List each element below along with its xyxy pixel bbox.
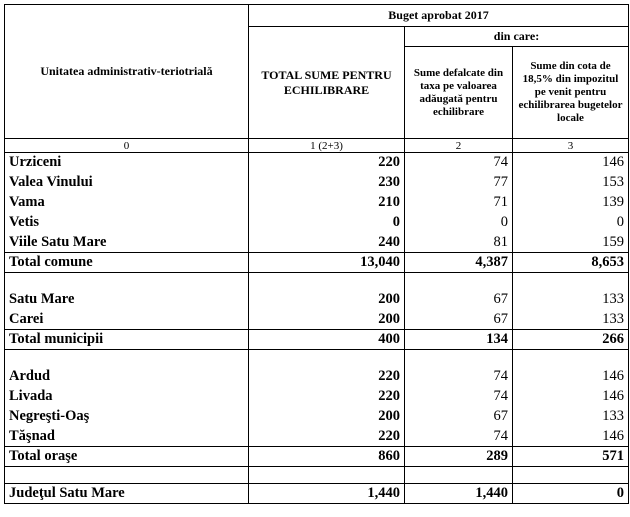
- vat-sums-cell: 74: [405, 387, 513, 407]
- unit-name-cell: Urziceni: [5, 153, 249, 173]
- vat-sums-cell: 74: [405, 153, 513, 173]
- unit-name-cell: Valea Vinului: [5, 173, 249, 193]
- table-row: [5, 213, 629, 233]
- unit-name-cell: Livada: [5, 387, 249, 407]
- total-sums-cell: 220: [249, 153, 405, 173]
- column-index-0: 0: [5, 139, 249, 153]
- spacer-cell: [513, 467, 629, 484]
- total-sums-cell: 860: [249, 447, 405, 467]
- vat-sums-cell: 289: [405, 447, 513, 467]
- header-vat-sums: Sume defalcate din taxa pe valoarea adăugată pentru echilibrare: [405, 47, 513, 139]
- budget-table: [4, 4, 629, 504]
- income-tax-sums-cell: 153: [513, 173, 629, 193]
- unit-name-cell: Negreşti-Oaş: [5, 407, 249, 427]
- table-row: [5, 310, 629, 330]
- income-tax-sums-cell: 146: [513, 153, 629, 173]
- income-tax-sums-cell: 133: [513, 290, 629, 310]
- income-tax-sums-cell: 571: [513, 447, 629, 467]
- spacer-cell: [405, 273, 513, 290]
- unit-name-cell: Satu Mare: [5, 290, 249, 310]
- total-sums-cell: 1,440: [249, 484, 405, 504]
- unit-name-cell: Total municipii: [5, 330, 249, 350]
- spacer-row: [5, 467, 629, 484]
- unit-name-cell: Vama: [5, 193, 249, 213]
- vat-sums-cell: 134: [405, 330, 513, 350]
- column-index-3: 3: [513, 139, 629, 153]
- total-row: [5, 253, 629, 273]
- vat-sums-cell: 67: [405, 407, 513, 427]
- table-row: [5, 367, 629, 387]
- spacer-cell: [249, 350, 405, 367]
- unit-name-cell: Judeţul Satu Mare: [5, 484, 249, 504]
- unit-name-cell: Viile Satu Mare: [5, 233, 249, 253]
- total-sums-cell: 220: [249, 427, 405, 447]
- unit-name-cell: Tăşnad: [5, 427, 249, 447]
- spacer-cell: [5, 273, 249, 290]
- spacer-row: [5, 350, 629, 367]
- table-row: [5, 407, 629, 427]
- table-row: [5, 290, 629, 310]
- income-tax-sums-cell: 146: [513, 367, 629, 387]
- income-tax-sums-cell: 139: [513, 193, 629, 213]
- spacer-cell: [249, 273, 405, 290]
- total-sums-cell: 200: [249, 290, 405, 310]
- total-row: [5, 484, 629, 504]
- unit-name-cell: Total oraşe: [5, 447, 249, 467]
- total-sums-cell: 400: [249, 330, 405, 350]
- spacer-cell: [513, 273, 629, 290]
- column-index-1: 1 (2+3): [249, 139, 405, 153]
- income-tax-sums-cell: 133: [513, 407, 629, 427]
- vat-sums-cell: 74: [405, 427, 513, 447]
- vat-sums-cell: 71: [405, 193, 513, 213]
- income-tax-sums-cell: 146: [513, 427, 629, 447]
- vat-sums-cell: 0: [405, 213, 513, 233]
- total-row: [5, 330, 629, 350]
- vat-sums-cell: 77: [405, 173, 513, 193]
- total-sums-cell: 0: [249, 213, 405, 233]
- header-income-tax-sums: Sume din cota de 18,5% din impozitul pe venit pentru echilibrarea bugetelor locale: [513, 47, 629, 139]
- spacer-cell: [405, 350, 513, 367]
- unit-name-cell: Total comune: [5, 253, 249, 273]
- total-sums-cell: 13,040: [249, 253, 405, 273]
- unit-name-cell: Ardud: [5, 367, 249, 387]
- unit-name-cell: Carei: [5, 310, 249, 330]
- header-approved-budget: Buget aprobat 2017: [249, 5, 629, 27]
- income-tax-sums-cell: 0: [513, 484, 629, 504]
- total-sums-cell: 200: [249, 310, 405, 330]
- total-sums-cell: 220: [249, 387, 405, 407]
- header-of-which: din care:: [405, 27, 629, 47]
- income-tax-sums-cell: 0: [513, 213, 629, 233]
- vat-sums-cell: 74: [405, 367, 513, 387]
- spacer-cell: [405, 467, 513, 484]
- income-tax-sums-cell: 133: [513, 310, 629, 330]
- vat-sums-cell: 67: [405, 310, 513, 330]
- header-unit-column: Unitatea administrativ-teriotrială: [5, 5, 249, 139]
- vat-sums-cell: 67: [405, 290, 513, 310]
- income-tax-sums-cell: 8,653: [513, 253, 629, 273]
- table-body: [5, 153, 629, 504]
- column-index-2: 2: [405, 139, 513, 153]
- total-sums-cell: 240: [249, 233, 405, 253]
- total-row: [5, 447, 629, 467]
- table-row: [5, 427, 629, 447]
- table-row: [5, 173, 629, 193]
- spacer-row: [5, 273, 629, 290]
- header-total-sums: TOTAL SUME PENTRU ECHILIBRARE: [249, 27, 405, 139]
- spacer-cell: [513, 350, 629, 367]
- table-row: [5, 153, 629, 173]
- income-tax-sums-cell: 159: [513, 233, 629, 253]
- spacer-cell: [5, 467, 249, 484]
- spacer-cell: [5, 350, 249, 367]
- total-sums-cell: 230: [249, 173, 405, 193]
- income-tax-sums-cell: 266: [513, 330, 629, 350]
- table-row: [5, 193, 629, 213]
- total-sums-cell: 210: [249, 193, 405, 213]
- table-row: [5, 387, 629, 407]
- vat-sums-cell: 4,387: [405, 253, 513, 273]
- spacer-cell: [249, 467, 405, 484]
- table-row: [5, 233, 629, 253]
- income-tax-sums-cell: 146: [513, 387, 629, 407]
- total-sums-cell: 220: [249, 367, 405, 387]
- vat-sums-cell: 81: [405, 233, 513, 253]
- vat-sums-cell: 1,440: [405, 484, 513, 504]
- unit-name-cell: Vetis: [5, 213, 249, 233]
- total-sums-cell: 200: [249, 407, 405, 427]
